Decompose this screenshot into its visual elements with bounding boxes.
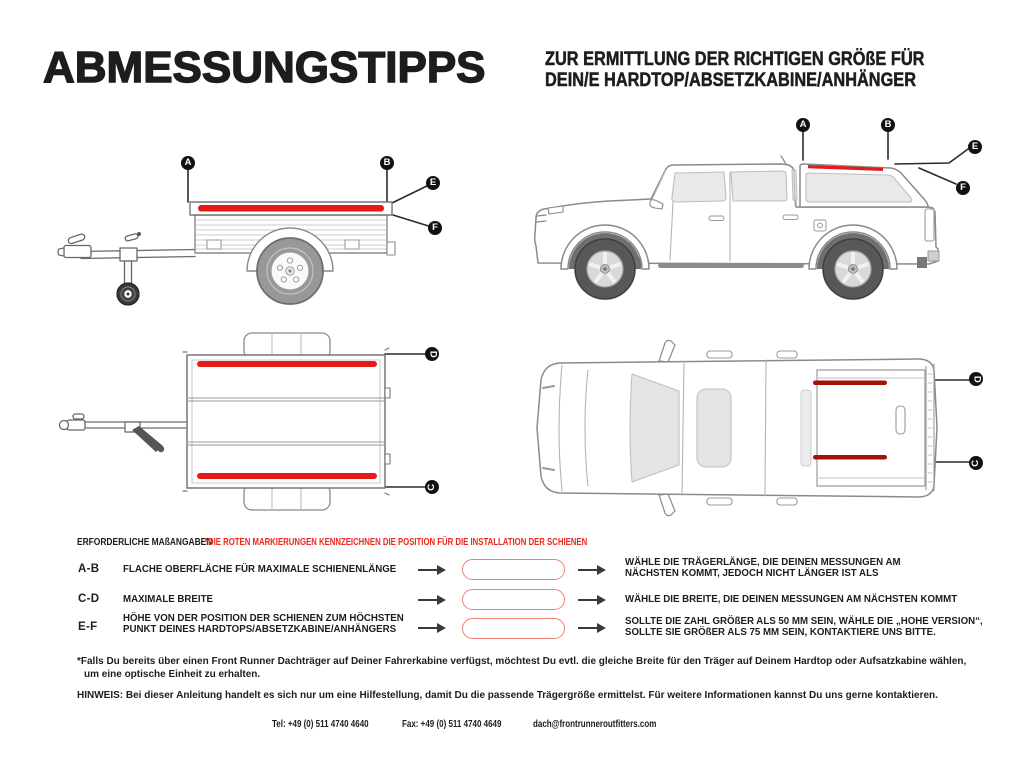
page-title: ABMESSUNGSTIPPS (43, 43, 486, 92)
marker-a-trailer-side: A (181, 156, 195, 170)
marker-c-trailer-top: C (425, 480, 439, 494)
legend-key-cd: C-D (78, 593, 100, 605)
contact-email: dach@frontrunneroutfitters.com (533, 719, 657, 730)
legend-desc-ef: HÖHE VON DER POSITION DER SCHIENEN ZUM HÖCHSTEN PUNKT DEINES HARDTOPS/ABSETZKABINE/ANHÄNGERS (123, 613, 404, 635)
legend-right-cd: WÄHLE DIE BREITE, DIE DEINEN MESSUNGEN AM NÄCHSTEN KOMMT (625, 594, 958, 605)
legend-heading: ERFORDERLICHE MAßANGABEN (77, 536, 213, 548)
arrow-right-icon (418, 623, 446, 633)
legend-key-ab: A-B (78, 563, 100, 575)
page-subtitle (545, 49, 924, 91)
truck-side-view-diagram (505, 108, 1020, 323)
marker-c-truck-top: C (969, 456, 983, 470)
footnote-line1: *Falls Du bereits über einen Front Runner Dachträger auf Deiner Fahrerkabine verfügst, möchtest Du evtl. die gleiche Breite für den Träger auf Deinem Hardtop oder Aufsatzkabine wählen, (77, 656, 967, 667)
legend-desc-ab: FLACHE OBERFLÄCHE FÜR MAXIMALE SCHIENENLÄNGE (123, 564, 397, 575)
legend-key-ef: E-F (78, 621, 98, 633)
truck-top-view-diagram (530, 330, 1024, 525)
subtitle-line2: DEIN/E HARDTOP/ABSETZKABINE/ANHÄNGER (545, 70, 917, 91)
arrow-right-icon (578, 595, 606, 605)
legend-right-ab: WÄHLE DIE TRÄGERLÄNGE, DIE DEINEN MESSUNGEN AM NÄCHSTEN KOMMT, JEDOCH NICHT LÄNGER IST ALS (625, 557, 901, 579)
marker-d-truck-top: D (969, 372, 983, 386)
marker-f-trailer-side: F (428, 221, 442, 235)
legend-right-ef: SOLLTE DIE ZAHL GRÖßER ALS 50 MM SEIN, WÄHLE DIE „HOHE VERSION“, SOLLTE SIE GRÖßER ALS 75 MM SEIN, KONTAKTIERE UNS BITTE. (625, 616, 983, 638)
measurement-input-oval-ab (462, 559, 565, 580)
marker-b-truck-side: B (881, 118, 895, 132)
trailer-side-view-diagram (35, 125, 475, 335)
footnote-line2: um eine optische Einheit zu erhalten. (84, 669, 261, 680)
arrow-right-icon (578, 565, 606, 575)
arrow-right-icon (418, 595, 446, 605)
marker-b-trailer-side: B (380, 156, 394, 170)
legend-red-note: *DIE ROTEN MARKIERUNGEN KENNZEICHNEN DIE POSITION FÜR DIE INSTALLATION DER SCHIENEN (205, 536, 588, 548)
hinweis-note: HINWEIS: Bei dieser Anleitung handelt es sich nur um eine Hilfestellung, damit Du die passende Trägergröße ermittelst. Für weitere Informationen kannst Du uns gerne kontaktieren. (77, 690, 938, 701)
marker-a-truck-side: A (796, 118, 810, 132)
measurement-input-oval-cd (462, 589, 565, 610)
trailer-top-view-diagram (35, 330, 475, 525)
marker-d-trailer-top: D (425, 347, 439, 361)
marker-e-trailer-side: E (426, 176, 440, 190)
contact-fax: Fax: +49 (0) 511 4740 4649 (402, 719, 502, 730)
measurement-input-oval-ef (462, 618, 565, 639)
contact-tel: Tel: +49 (0) 511 4740 4640 (272, 719, 369, 730)
arrow-right-icon (418, 565, 446, 575)
marker-e-truck-side: E (968, 140, 982, 154)
subtitle-line1: ZUR ERMITTLUNG DER RICHTIGEN GRÖßE FÜR (545, 49, 925, 70)
arrow-right-icon (578, 623, 606, 633)
marker-f-truck-side: F (956, 181, 970, 195)
legend-desc-cd: MAXIMALE BREITE (123, 594, 213, 605)
